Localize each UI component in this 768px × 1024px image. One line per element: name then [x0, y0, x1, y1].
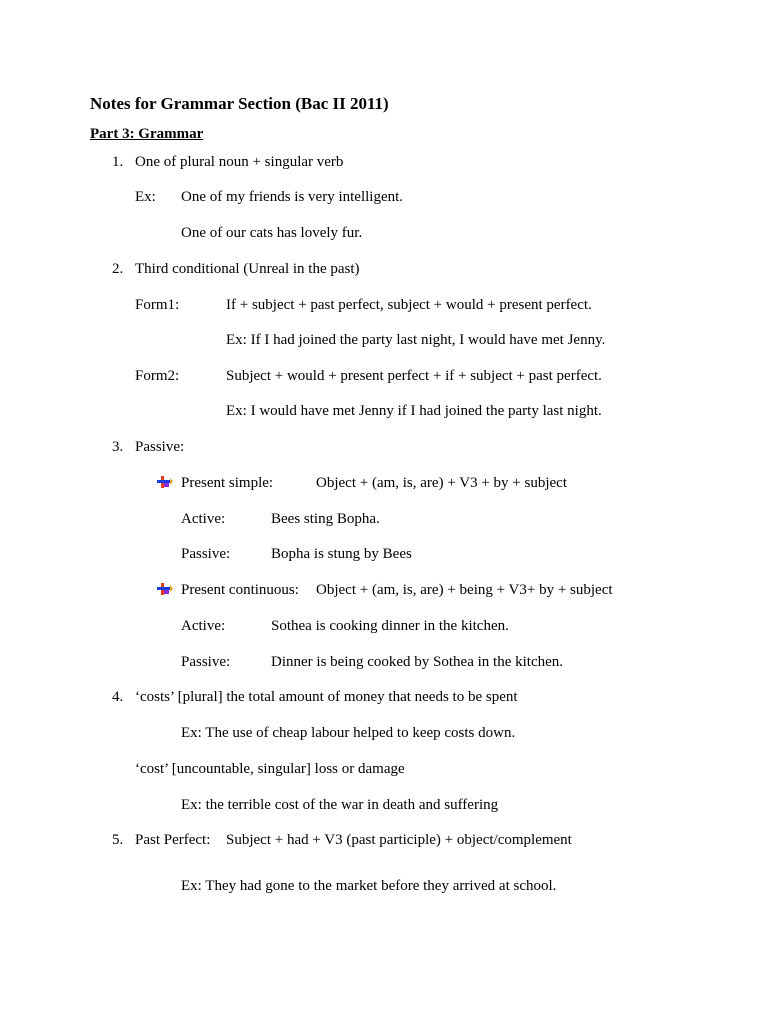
present-simple-label: Present simple: — [181, 475, 274, 491]
pc-active-label: Active: — [181, 618, 226, 634]
cost-example: Ex: the terrible cost of the war in death and suffering — [181, 797, 499, 813]
pc-active-example: Sothea is cooking dinner in the kitchen. — [271, 618, 509, 634]
past-perfect-example: Ex: They had gone to the market before they arrived at school. — [181, 878, 557, 894]
form2-formula: Subject + would + present perfect + if + subject + past perfect. — [226, 368, 602, 384]
item-1-text: One of plural noun + singular verb — [135, 154, 344, 170]
form1-example: Ex: If I had joined the party last night, I would have met Jenny. — [226, 332, 606, 348]
item-1-ex-label: Ex: — [135, 189, 156, 205]
item-2-text: Third conditional (Unreal in the past) — [135, 261, 360, 277]
present-continuous-label: Present continuous: — [181, 582, 299, 598]
ps-passive-example: Bopha is stung by Bees — [271, 546, 412, 562]
past-perfect-formula: Subject + had + V3 (past participle) + object/complement — [226, 832, 572, 848]
arrow-bullet-icon — [157, 475, 173, 489]
list-number-2: 2. — [112, 261, 124, 277]
list-number-5: 5. — [112, 832, 124, 848]
ps-active-example: Bees sting Bopha. — [271, 511, 380, 527]
page-title: Notes for Grammar Section (Bac II 2011) — [90, 94, 389, 113]
ps-passive-label: Passive: — [181, 546, 231, 562]
pc-passive-example: Dinner is being cooked by Sothea in the kitchen. — [271, 654, 564, 670]
arrow-bullet-icon — [157, 582, 173, 596]
form1-label: Form1: — [135, 297, 180, 313]
ps-active-label: Active: — [181, 511, 226, 527]
costs-definition: ‘costs’ [plural] the total amount of money that needs to be spent — [135, 689, 518, 705]
form2-label: Form2: — [135, 368, 180, 384]
present-continuous-formula: Object + (am, is, are) + being + V3+ by + subject — [316, 582, 613, 598]
list-number-4: 4. — [112, 689, 124, 705]
form1-formula: If + subject + past perfect, subject + would + present perfect. — [226, 297, 592, 313]
list-number-3: 3. — [112, 439, 124, 455]
pc-passive-label: Passive: — [181, 654, 231, 670]
item-1-example-2: One of our cats has lovely fur. — [181, 225, 363, 241]
costs-example: Ex: The use of cheap labour helped to keep costs down. — [181, 725, 516, 741]
past-perfect-label: Past Perfect: — [135, 832, 211, 848]
item-1-example-1: One of my friends is very intelligent. — [181, 189, 404, 205]
item-3-text: Passive: — [135, 439, 185, 455]
form2-example: Ex: I would have met Jenny if I had joined the party last night. — [226, 403, 602, 419]
section-heading: Part 3: Grammar — [90, 126, 204, 142]
cost-definition: ‘cost’ [uncountable, singular] loss or damage — [135, 761, 405, 777]
list-number-1: 1. — [112, 154, 124, 170]
present-simple-formula: Object + (am, is, are) + V3 + by + subject — [316, 475, 568, 491]
